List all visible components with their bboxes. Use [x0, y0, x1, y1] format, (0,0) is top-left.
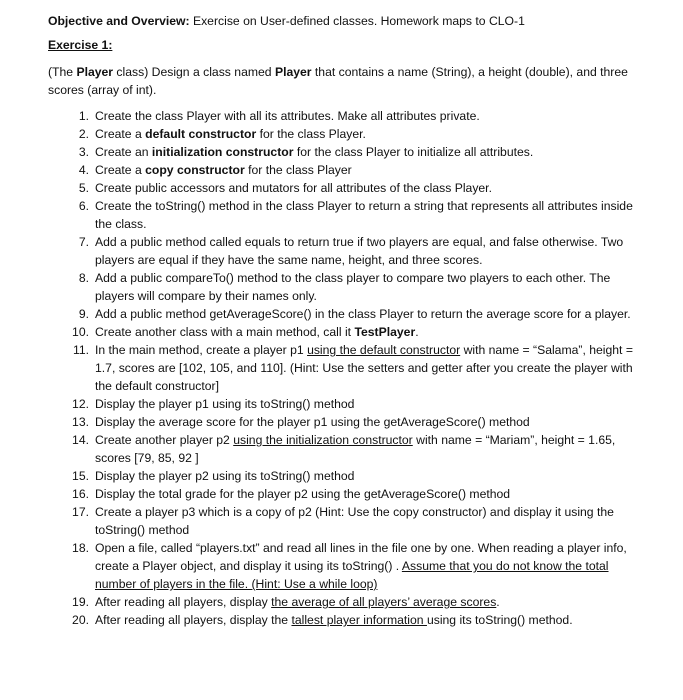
intro-player-word: Player: [76, 65, 114, 79]
task-item: [48, 179, 643, 197]
task-number: 1.: [78, 109, 89, 123]
task-text-segment: .: [496, 595, 500, 609]
task-text-segment: Create another player p2: [95, 433, 234, 447]
task-text: [95, 539, 643, 593]
task-item: [48, 485, 643, 503]
task-text-segment: with name = “Salama”, height = 1.7, scores are [102, 105, and 110]. (Hint: Use the setters and getter after you create the player with the default constructor]: [95, 343, 633, 393]
task-item: [48, 539, 643, 593]
task-item: [48, 107, 643, 125]
objective-label: Objective and Overview:: [48, 14, 190, 28]
task-number: 3.: [78, 145, 89, 159]
task-item: [48, 467, 643, 485]
task-text-bold: copy constructor: [145, 163, 245, 177]
intro-suffix: that contains a name (String), a height (double), and three scores (array of int).: [48, 65, 628, 97]
task-text: [95, 503, 643, 539]
task-item: [48, 269, 643, 305]
task-text-segment: Create a: [95, 127, 146, 141]
task-item: [48, 161, 643, 179]
task-number: 10.: [72, 325, 89, 339]
task-text-segment: .: [415, 325, 419, 339]
intro-middle: class) Design a class named: [113, 65, 275, 79]
intro-prefix: (The: [48, 65, 77, 79]
task-item: [48, 125, 643, 143]
task-text: [95, 125, 643, 143]
task-text-segment: Add a public method getAverageScore() in the class Player to return the average score for a player.: [95, 307, 631, 321]
task-item: [48, 431, 643, 467]
task-number: 11.: [72, 343, 89, 357]
task-number: 20.: [72, 613, 89, 627]
task-item: [48, 233, 643, 269]
task-text: [95, 197, 643, 233]
task-number: 16.: [72, 487, 89, 501]
task-number: 13.: [72, 415, 89, 429]
task-text-segment: Create another class with a main method, call it: [95, 325, 355, 339]
objective-line: [48, 12, 643, 30]
task-text: [95, 323, 643, 341]
task-text: [95, 413, 643, 431]
task-text-segment: for the class Player: [244, 163, 352, 177]
task-text-segment: Add a public method called equals to return true if two players are equal, and false otherwise. Two players are equal if they have the same name, height, and three scores.: [95, 235, 624, 267]
task-text-segment: Display the total grade for the player p2 using the getAverageScore() method: [95, 487, 511, 501]
task-number: 8.: [78, 271, 89, 285]
task-number: 7.: [78, 235, 89, 249]
task-number: 9.: [78, 307, 89, 321]
task-text-segment: Create an: [95, 145, 152, 159]
task-text: [95, 467, 643, 485]
task-text-segment: Open a file, called “players.txt” and read all lines in the file one by one. When reading a player info, create a Player object, and display it using its toString() .: [95, 541, 627, 573]
task-item: [48, 143, 643, 161]
task-list: [48, 107, 643, 629]
task-text-bold: TestPlayer: [354, 325, 416, 339]
task-text-segment: Create the class Player with all its attributes. Make all attributes private.: [95, 109, 480, 123]
task-text-segment: Display the player p1 using its toString() method: [95, 397, 355, 411]
task-text-bold: default constructor: [145, 127, 257, 141]
task-text-segment: In the main method, create a player p1: [95, 343, 308, 357]
task-item: [48, 413, 643, 431]
task-text-segment: using its toString() method.: [426, 613, 573, 627]
task-number: 19.: [72, 595, 89, 609]
task-text-underlined: tallest player information: [291, 613, 427, 627]
task-item: [48, 323, 643, 341]
task-text: [95, 431, 643, 467]
task-text-underlined: using the initialization constructor: [233, 433, 413, 447]
task-text-segment: Add a public compareTo() method to the class player to compare two players to each other. The players will compare by their names only.: [95, 271, 611, 303]
task-number: 18.: [72, 541, 89, 555]
task-text-segment: for the class Player to initialize all attributes.: [293, 145, 534, 159]
task-item: [48, 395, 643, 413]
task-text-segment: After reading all players, display: [95, 595, 272, 609]
task-text: [95, 107, 643, 125]
task-text-segment: Display the average score for the player p1 using the getAverageScore() method: [95, 415, 530, 429]
task-text-bold: initialization constructor: [151, 145, 294, 159]
task-text-underlined: using the default constructor: [307, 343, 461, 357]
task-number: 12.: [72, 397, 89, 411]
task-text: [95, 611, 643, 629]
task-text: [95, 143, 643, 161]
task-text-segment: Create a: [95, 163, 146, 177]
task-text-segment: After reading all players, display the: [95, 613, 292, 627]
task-number: 15.: [72, 469, 89, 483]
intro-paragraph: [48, 63, 643, 99]
task-text: [95, 179, 643, 197]
task-item: [48, 197, 643, 233]
task-text-underlined: Assume that you do not know the total number of players in the file. (Hint: Use a while loop): [95, 559, 609, 591]
task-text: [95, 485, 643, 503]
task-number: 4.: [78, 163, 89, 177]
task-text: [95, 269, 643, 305]
task-number: 14.: [72, 433, 89, 447]
task-text-segment: Create public accessors and mutators for all attributes of the class Player.: [95, 181, 492, 195]
task-text-segment: with name = “Mariam”, height = 1.65, scores [79, 85, 92 ]: [95, 433, 616, 465]
intro-player-word-2: Player: [274, 65, 312, 79]
task-text: [95, 593, 643, 611]
task-item: [48, 593, 643, 611]
task-text-underlined: the average of all players’ average scores: [271, 595, 497, 609]
task-number: 17.: [72, 505, 89, 519]
task-text: [95, 341, 643, 395]
exercise-title: Exercise 1:: [48, 38, 113, 52]
task-item: [48, 611, 643, 629]
task-number: 5.: [78, 181, 89, 195]
task-text-segment: Create the toString() method in the class Player to return a string that represents all attributes inside the class.: [95, 199, 633, 231]
task-text: [95, 395, 643, 413]
objective-text: Exercise on User-defined classes. Homework maps to CLO-1: [189, 14, 525, 28]
task-item: [48, 503, 643, 539]
task-item: [48, 305, 643, 323]
task-number: 6.: [78, 199, 89, 213]
task-text: [95, 305, 643, 323]
task-text: [95, 233, 643, 269]
task-number: 2.: [78, 127, 89, 141]
task-text: [95, 161, 643, 179]
task-text-segment: for the class Player.: [256, 127, 366, 141]
task-text-segment: Display the player p2 using its toString() method: [95, 469, 355, 483]
task-text-segment: Create a player p3 which is a copy of p2 (Hint: Use the copy constructor) and display it using the toString() method: [95, 505, 614, 537]
task-item: [48, 341, 643, 395]
